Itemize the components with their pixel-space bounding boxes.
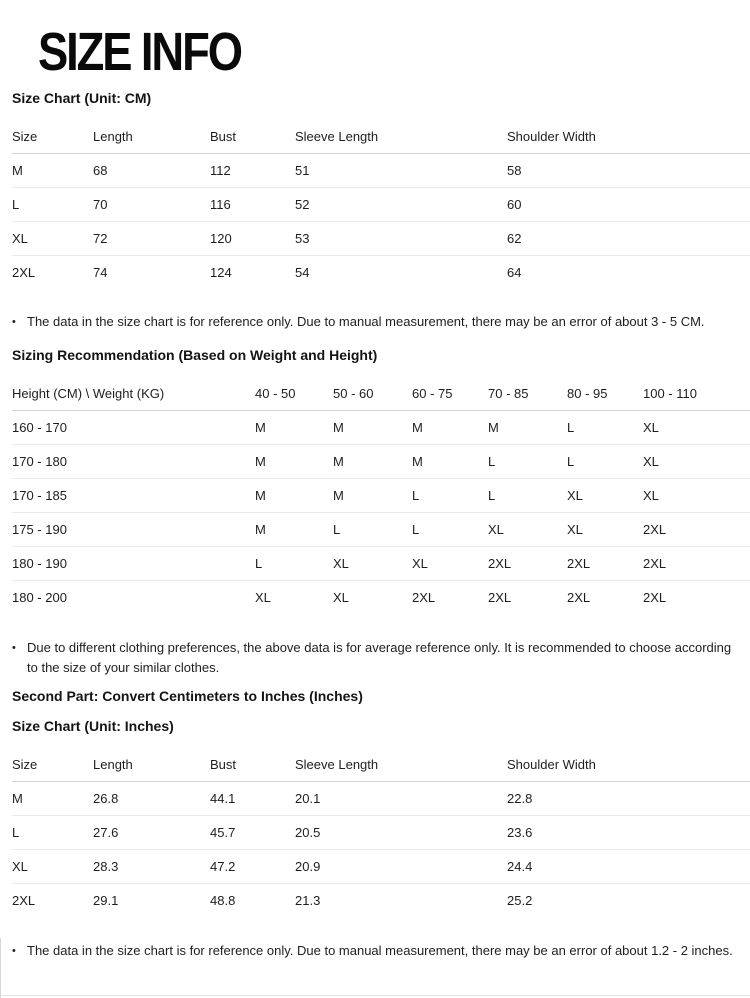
- shoulder-width-cell: 25.2: [507, 892, 533, 908]
- size-value-cell: XL: [643, 444, 750, 478]
- sleeve-length-cell: 52: [295, 187, 507, 221]
- size-value-cell: 2XL: [643, 512, 750, 546]
- size-value-cell: L: [412, 512, 488, 546]
- table-row: [12, 221, 750, 255]
- size-value-cell: 2XL: [643, 546, 750, 580]
- size-value-cell: L: [412, 478, 488, 512]
- table-header-row: [12, 377, 750, 410]
- size-info-page: [0, 22, 750, 961]
- sleeve-length-cell: 54: [295, 264, 310, 280]
- length-cell: 72: [93, 221, 210, 255]
- column-header-size: Size: [12, 748, 93, 781]
- size-value-cell: M: [255, 512, 333, 546]
- height-range-cell: 160 - 170: [12, 410, 255, 444]
- shoulder-width-cell: 64: [507, 264, 522, 280]
- note-cm-chart: [12, 312, 740, 332]
- size-value-cell: L: [333, 512, 412, 546]
- bust-cell: 124: [210, 264, 232, 280]
- table-row: [12, 410, 750, 444]
- table-row: [12, 478, 750, 512]
- sleeve-length-cell: 20.5: [295, 815, 507, 849]
- bust-cell: 112: [210, 153, 295, 187]
- bust-cell: 116: [210, 187, 295, 221]
- bust-cell: 44.1: [210, 781, 295, 815]
- size-chart-cm-table: [12, 120, 750, 289]
- table-row: [12, 883, 750, 917]
- column-header-shoulder-width: Shoulder Width: [507, 748, 750, 781]
- bust-cell: 120: [210, 221, 295, 255]
- column-header-weight-range: 70 - 85: [488, 377, 567, 410]
- column-header-length: Length: [93, 748, 210, 781]
- table-row: [12, 781, 750, 815]
- length-cell: 74: [93, 264, 108, 280]
- table-header-row: [12, 748, 750, 781]
- size-value-cell: XL: [488, 512, 567, 546]
- column-header-bust: Bust: [210, 748, 295, 781]
- bust-cell: 47.2: [210, 849, 295, 883]
- shoulder-width-cell: 22.8: [507, 781, 750, 815]
- sleeve-length-cell: 20.1: [295, 781, 507, 815]
- bullet-icon: •: [12, 945, 16, 957]
- size-cell: L: [12, 187, 93, 221]
- table-row: [12, 255, 750, 289]
- table-row: [12, 187, 750, 221]
- bust-cell: 48.8: [210, 892, 236, 908]
- note-inches-chart: [12, 941, 740, 961]
- size-value-cell: 2XL: [643, 589, 667, 605]
- height-range-cell: 175 - 190: [12, 512, 255, 546]
- heading-second-part: Second Part: Convert Centimeters to Inches (Inches): [12, 688, 363, 704]
- heading-size-chart-cm: Size Chart (Unit: CM): [12, 90, 152, 106]
- size-chart-inches-table: [12, 748, 750, 917]
- length-cell: 29.1: [93, 892, 119, 908]
- column-header-bust: Bust: [210, 120, 295, 153]
- size-value-cell: M: [488, 410, 567, 444]
- heading-sizing-recommendation: Sizing Recommendation (Based on Weight and Height): [12, 347, 378, 363]
- column-header-length: Length: [93, 120, 210, 153]
- shoulder-width-cell: 60: [507, 187, 750, 221]
- bullet-icon: •: [12, 642, 16, 654]
- shoulder-width-cell: 62: [507, 221, 750, 255]
- bullet-icon: •: [12, 316, 16, 328]
- size-cell: M: [12, 781, 93, 815]
- sleeve-length-cell: 20.9: [295, 849, 507, 883]
- size-value-cell: XL: [567, 478, 643, 512]
- size-value-cell: 2XL: [412, 589, 436, 605]
- size-value-cell: L: [488, 478, 567, 512]
- size-value-cell: 2XL: [488, 589, 512, 605]
- height-range-cell: 170 - 185: [12, 478, 255, 512]
- size-value-cell: M: [333, 444, 412, 478]
- size-value-cell: M: [412, 410, 488, 444]
- heading-size-chart-inches: Size Chart (Unit: Inches): [12, 718, 174, 734]
- size-value-cell: XL: [643, 478, 750, 512]
- table-row: [12, 546, 750, 580]
- size-cell: XL: [12, 221, 93, 255]
- bust-cell: 45.7: [210, 815, 295, 849]
- column-header-weight-range: 40 - 50: [255, 377, 333, 410]
- size-value-cell: L: [567, 410, 643, 444]
- table-header-row: [12, 120, 750, 153]
- column-header-weight-range: 100 - 110: [643, 377, 750, 410]
- column-header-shoulder-width: Shoulder Width: [507, 120, 750, 153]
- length-cell: 70: [93, 187, 210, 221]
- sleeve-length-cell: 21.3: [295, 892, 321, 908]
- shoulder-width-cell: 23.6: [507, 815, 750, 849]
- table-row: [12, 444, 750, 478]
- size-value-cell: M: [333, 478, 412, 512]
- table-row: [12, 153, 750, 187]
- note-sizing-recommendation: [12, 638, 740, 678]
- size-value-cell: L: [488, 444, 567, 478]
- size-value-cell: M: [412, 444, 488, 478]
- size-value-cell: XL: [567, 512, 643, 546]
- size-value-cell: 2XL: [567, 589, 591, 605]
- column-header-weight-range: 50 - 60: [333, 377, 412, 410]
- size-value-cell: 2XL: [567, 546, 643, 580]
- size-value-cell: XL: [255, 589, 271, 605]
- column-header-size: Size: [12, 120, 93, 153]
- height-range-cell: 180 - 190: [12, 546, 255, 580]
- size-cell: 2XL: [12, 264, 36, 280]
- size-value-cell: M: [255, 444, 333, 478]
- size-value-cell: M: [255, 410, 333, 444]
- size-value-cell: XL: [333, 546, 412, 580]
- size-cell: L: [12, 815, 93, 849]
- size-value-cell: XL: [412, 546, 488, 580]
- column-header-height-weight: Height (CM) \ Weight (KG): [12, 377, 255, 410]
- shoulder-width-cell: 24.4: [507, 849, 750, 883]
- table-row: [12, 512, 750, 546]
- note-text: The data in the size chart is for reference only. Due to manual measurement, there may be an error of about 3 - 5 CM.: [27, 314, 705, 329]
- size-value-cell: M: [255, 478, 333, 512]
- length-cell: 68: [93, 153, 210, 187]
- length-cell: 26.8: [93, 781, 210, 815]
- sleeve-length-cell: 51: [295, 153, 507, 187]
- size-value-cell: L: [567, 444, 643, 478]
- size-cell: M: [12, 153, 93, 187]
- length-cell: 28.3: [93, 849, 210, 883]
- next-section-left-border: [0, 938, 1, 998]
- size-value-cell: 2XL: [488, 546, 567, 580]
- section-divider: [0, 995, 750, 996]
- note-text: The data in the size chart is for reference only. Due to manual measurement, there may be an error of about 1.2 - 2 inches.: [27, 943, 733, 958]
- column-header-weight-range: 60 - 75: [412, 377, 488, 410]
- table-row: [12, 849, 750, 883]
- size-value-cell: XL: [643, 410, 750, 444]
- page-title: SIZE INFO: [38, 22, 241, 82]
- height-range-cell: 180 - 200: [12, 589, 67, 605]
- shoulder-width-cell: 58: [507, 153, 750, 187]
- column-header-sleeve-length: Sleeve Length: [295, 748, 507, 781]
- length-cell: 27.6: [93, 815, 210, 849]
- size-cell: XL: [12, 849, 93, 883]
- note-text: Due to different clothing preferences, the above data is for average reference only. It is recommended to choose according to the size of your similar clothes.: [27, 640, 732, 675]
- sizing-recommendation-table: [12, 377, 750, 614]
- column-header-sleeve-length: Sleeve Length: [295, 120, 507, 153]
- size-value-cell: L: [255, 546, 333, 580]
- size-value-cell: M: [333, 410, 412, 444]
- size-value-cell: XL: [333, 589, 349, 605]
- column-header-weight-range: 80 - 95: [567, 377, 643, 410]
- height-range-cell: 170 - 180: [12, 444, 255, 478]
- table-row: [12, 580, 750, 614]
- table-row: [12, 815, 750, 849]
- size-cell: 2XL: [12, 892, 36, 908]
- sleeve-length-cell: 53: [295, 221, 507, 255]
